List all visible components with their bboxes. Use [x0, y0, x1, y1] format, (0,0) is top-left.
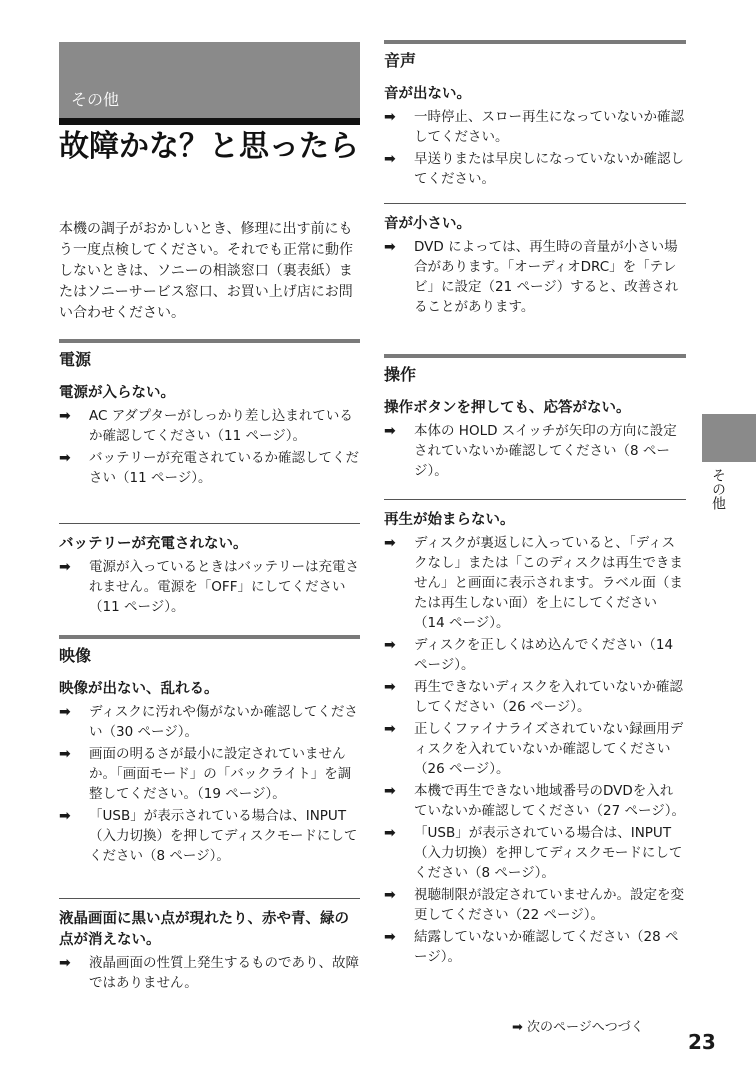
item-title: 液晶画面に黒い点が現れたり、赤や青、緑の点が消えない。 [59, 911, 349, 948]
solution-bullet: ➡ 本体の HOLD スイッチが矢印の方向に設定されていないか確認してください（8 ページ）。 [384, 423, 677, 479]
arrow-right-icon: ➡ [384, 109, 396, 125]
section-power [59, 339, 360, 371]
continued-note: ➡ 次のページへつづく [512, 1020, 644, 1035]
solution-bullet: ➡ ディスクを正しくはめ込んでください（14 ページ）。 [384, 637, 674, 673]
arrow-right-icon: ➡ [384, 783, 396, 799]
arrow-right-icon: ➡ [384, 679, 396, 695]
section-divider [59, 635, 360, 639]
section-title: 映像 [59, 646, 92, 665]
solution-bullet: ➡ 画面の明るさが最小に設定されていませんか。「画面モード」の「バックライト」を調整してください。（19 ページ）。 [59, 746, 352, 802]
arrow-right-icon: ➡ [384, 423, 396, 439]
solution-bullet: ➡ ディスクが裏返しに入っていると、「ディスクなし」または「このディスクは再生できません」と画面に表示されます。ラベル面（または再生しない面）を上にしてください（14 ページ）。 [384, 535, 683, 631]
arrow-right-icon: ➡ [384, 535, 396, 551]
trouble-item-no-power [59, 383, 360, 490]
trouble-item-no-playback [384, 499, 686, 969]
arrow-right-icon: ➡ [384, 825, 396, 841]
arrow-right-icon: ➡ [384, 151, 396, 167]
solution-bullet: ➡ 視聴制限が設定されていませんか。設定を変更してください（22 ページ）。 [384, 887, 684, 923]
solution-bullet: ➡ 液晶画面の性質上発生するものであり、故障ではありません。 [59, 955, 359, 991]
item-title: 電源が入らない。 [59, 385, 175, 401]
solution-bullet: ➡ 再生できないディスクを入れていないか確認してください（26 ページ）。 [384, 679, 683, 715]
item-divider [59, 523, 360, 524]
arrow-right-icon: ➡ [384, 887, 396, 903]
side-tab-label: その他 [710, 468, 726, 510]
section-audio [384, 40, 686, 72]
item-divider [59, 898, 360, 899]
item-title: 再生が始まらない。 [384, 512, 515, 528]
solution-bullet: ➡ ディスクに汚れや傷がないか確認してください（30 ページ）。 [59, 704, 358, 740]
item-title: 映像が出ない、乱れる。 [59, 681, 219, 697]
trouble-item-no-sound [384, 84, 686, 191]
section-title: 操作 [384, 365, 417, 384]
trouble-item-no-response [384, 398, 686, 483]
item-title: 音が小さい。 [384, 216, 471, 232]
solution-bullet: ➡ 「USB」が表示されている場合は、INPUT（入力切換）を押してディスクモードにしてください（8 ページ）。 [384, 825, 683, 881]
trouble-item-low-sound [384, 203, 686, 319]
solution-bullet: ➡ 一時停止、スロー再生になっていないか確認してください。 [384, 109, 684, 145]
item-divider [384, 499, 686, 500]
side-tab [702, 414, 756, 462]
solution-bullet: ➡ 早送りまたは早戻しになっていないか確認してください。 [384, 151, 684, 187]
arrow-right-icon: ➡ [384, 721, 396, 737]
section-title: 電源 [59, 350, 92, 369]
item-title: バッテリーが充電されない。 [59, 536, 248, 552]
solution-bullet: ➡ DVD によっては、再生時の音量が小さい場合があります。「オーディオDRC」を「テレビ」に設定（21 ページ）すると、改善されることがあります。 [384, 239, 679, 315]
arrow-right-icon: ➡ [59, 955, 71, 971]
category-label: その他 [71, 90, 120, 109]
arrow-right-icon: ➡ [59, 450, 71, 466]
solution-bullet: ➡ 結露していないか確認してください（28 ページ）。 [384, 929, 679, 965]
arrow-right-icon: ➡ [59, 746, 71, 762]
section-divider [384, 354, 686, 358]
item-title: 音が出ない。 [384, 86, 471, 102]
solution-bullet: ➡ 「USB」が表示されている場合は、INPUT（入力切換）を押してディスクモードにしてください（8 ページ）。 [59, 808, 358, 864]
solution-bullet: ➡ バッテリーが充電されているか確認してください（11 ページ）。 [59, 450, 359, 486]
section-divider [59, 339, 360, 343]
trouble-item-no-picture [59, 679, 360, 868]
page-title: 故障かな？と思ったら [59, 129, 359, 164]
arrow-right-icon: ➡ [59, 559, 71, 575]
intro-text: 本機の調子がおかしいとき、修理に出す前にもう一度点検してください。それでも正常に動作しないときは、ソニーの相談窓口（裏表紙）またはソニーサービス窓口、お買い上げ店にお問い合わせください。 [59, 221, 353, 321]
category-header [59, 42, 360, 125]
arrow-right-icon: ➡ [59, 408, 71, 424]
solution-bullet: ➡ 正しくファイナライズされていない録画用ディスクを入れていないか確認してください（26 ページ）。 [384, 721, 684, 777]
arrow-right-icon: ➡ [59, 808, 71, 824]
section-divider [384, 40, 686, 44]
arrow-right-icon: ➡ [384, 239, 396, 255]
page-number: 23 [688, 1030, 716, 1054]
item-divider [384, 203, 686, 204]
solution-bullet: ➡ AC アダプターがしっかり差し込まれているか確認してください（11 ページ）。 [59, 408, 353, 444]
trouble-item-no-charge [59, 523, 360, 619]
section-operation [384, 354, 686, 386]
item-title: 操作ボタンを押しても、応答がない。 [384, 400, 631, 416]
solution-bullet: ➡ 本機で再生できない地域番号のDVDを入れていないか確認してください（27 ページ）。 [384, 783, 685, 819]
arrow-right-icon: ➡ [384, 637, 396, 653]
trouble-item-lcd-dots [59, 898, 360, 995]
arrow-right-icon: ➡ [384, 929, 396, 945]
solution-bullet: ➡ 電源が入っているときはバッテリーは充電されません。電源を「OFF」にしてください（11 ページ）。 [59, 559, 359, 615]
section-title: 音声 [384, 51, 417, 70]
arrow-right-icon: ➡ [59, 704, 71, 720]
section-video [59, 635, 360, 667]
